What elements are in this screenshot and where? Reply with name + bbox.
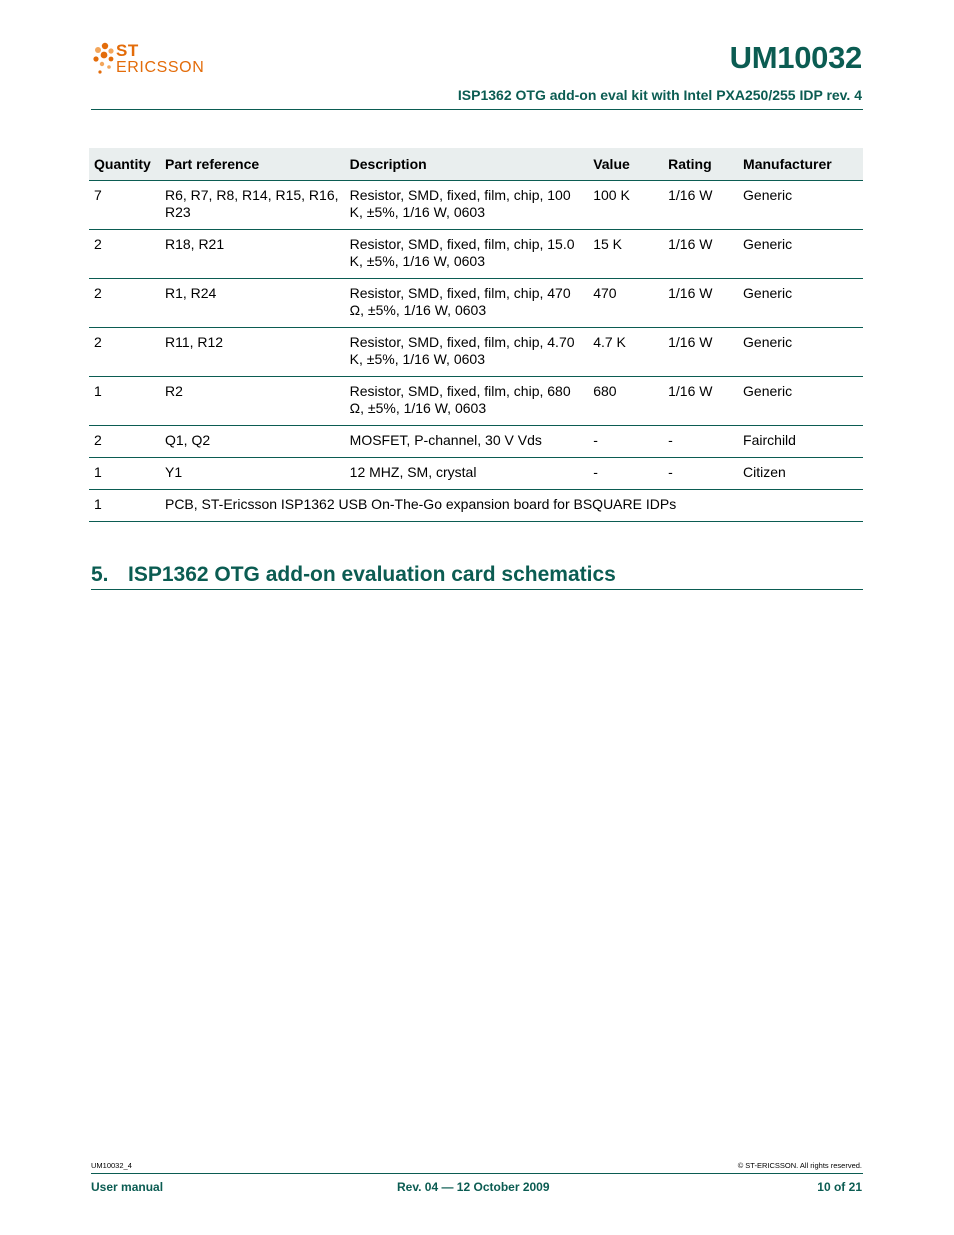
section-title-text: ISP1362 OTG add-on evaluation card schematics	[128, 563, 616, 586]
cell-quantity: 1	[89, 377, 160, 426]
cell-rating: 1/16 W	[663, 377, 738, 426]
document-id: UM10032	[729, 40, 862, 75]
cell-part-reference: R11, R12	[160, 328, 345, 377]
logo-line1: ST	[116, 41, 139, 60]
col-quantity: Quantity	[89, 148, 160, 181]
table-row	[89, 230, 863, 279]
table-row	[89, 279, 863, 328]
header-divider	[91, 109, 863, 110]
table-row	[89, 328, 863, 377]
cell-manufacturer: Fairchild	[738, 426, 863, 458]
table-row	[89, 458, 863, 490]
cell-quantity: 2	[89, 328, 160, 377]
cell-quantity: 7	[89, 181, 160, 230]
section-number: 5.	[91, 563, 109, 586]
st-ericsson-logo	[92, 40, 222, 82]
cell-quantity: 2	[89, 279, 160, 328]
col-description: Description	[345, 148, 589, 181]
cell-part-reference: Y1	[160, 458, 345, 490]
cell-value: 100 K	[588, 181, 663, 230]
cell-description: Resistor, SMD, fixed, film, chip, 15.0 K, ±5%, 1/16 W, 0603	[345, 230, 589, 279]
cell-part-reference: R18, R21	[160, 230, 345, 279]
logo-dots-icon	[92, 42, 116, 76]
col-value: Value	[588, 148, 663, 181]
col-part-reference: Part reference	[160, 148, 345, 181]
cell-rating: 1/16 W	[663, 328, 738, 377]
cell-manufacturer: Generic	[738, 279, 863, 328]
cell-quantity: 2	[89, 230, 160, 279]
footer-document-type: User manual	[91, 1180, 164, 1194]
footer-divider	[91, 1173, 863, 1174]
document-subtitle: ISP1362 OTG add-on eval kit with Intel PXA250/255 IDP rev. 4	[457, 87, 862, 103]
footer-page-number: 10 of 21	[817, 1180, 862, 1194]
cell-manufacturer: Generic	[738, 230, 863, 279]
section-heading	[91, 563, 863, 590]
cell-quantity: 2	[89, 426, 160, 458]
cell-rating: 1/16 W	[663, 181, 738, 230]
cell-value: -	[588, 458, 663, 490]
cell-value: 4.7 K	[588, 328, 663, 377]
cell-value: -	[588, 426, 663, 458]
table-header-row	[89, 148, 863, 181]
table-row	[89, 181, 863, 230]
cell-part-reference: R6, R7, R8, R14, R15, R16, R23	[160, 181, 345, 230]
cell-part-reference: Q1, Q2	[160, 426, 345, 458]
col-rating: Rating	[663, 148, 738, 181]
cell-description: MOSFET, P-channel, 30 V Vds	[345, 426, 589, 458]
cell-description: Resistor, SMD, fixed, film, chip, 470 Ω, ±5%, 1/16 W, 0603	[345, 279, 589, 328]
footer-document-code: UM10032_4	[91, 1161, 132, 1170]
col-manufacturer: Manufacturer	[738, 148, 863, 181]
cell-part-reference: R1, R24	[160, 279, 345, 328]
table-row-pcb	[89, 490, 863, 522]
cell-rating: 1/16 W	[663, 279, 738, 328]
cell-rating: -	[663, 426, 738, 458]
cell-description: 12 MHZ, SM, crystal	[345, 458, 589, 490]
cell-description: Resistor, SMD, fixed, film, chip, 680 Ω, ±5%, 1/16 W, 0603	[345, 377, 589, 426]
cell-manufacturer: Generic	[738, 377, 863, 426]
cell-rating: 1/16 W	[663, 230, 738, 279]
bill-of-materials-table	[89, 148, 863, 522]
cell-quantity: 1	[89, 490, 160, 522]
footer-revision: Rev. 04 — 12 October 2009	[397, 1180, 550, 1194]
cell-description: Resistor, SMD, fixed, film, chip, 100 K, ±5%, 1/16 W, 0603	[345, 181, 589, 230]
cell-value: 470	[588, 279, 663, 328]
cell-description: Resistor, SMD, fixed, film, chip, 4.70 K, ±5%, 1/16 W, 0603	[345, 328, 589, 377]
cell-rating: -	[663, 458, 738, 490]
cell-quantity: 1	[89, 458, 160, 490]
cell-part-reference: R2	[160, 377, 345, 426]
table-row	[89, 377, 863, 426]
cell-manufacturer: Generic	[738, 328, 863, 377]
table-row	[89, 426, 863, 458]
cell-manufacturer: Citizen	[738, 458, 863, 490]
footer-copyright: © ST-ERICSSON. All rights reserved.	[737, 1161, 862, 1170]
cell-value: 15 K	[588, 230, 663, 279]
cell-value: 680	[588, 377, 663, 426]
cell-pcb-description: PCB, ST-Ericsson ISP1362 USB On-The-Go expansion board for BSQUARE IDPs	[160, 490, 863, 522]
cell-manufacturer: Generic	[738, 181, 863, 230]
logo-line2: ERICSSON	[116, 59, 205, 76]
